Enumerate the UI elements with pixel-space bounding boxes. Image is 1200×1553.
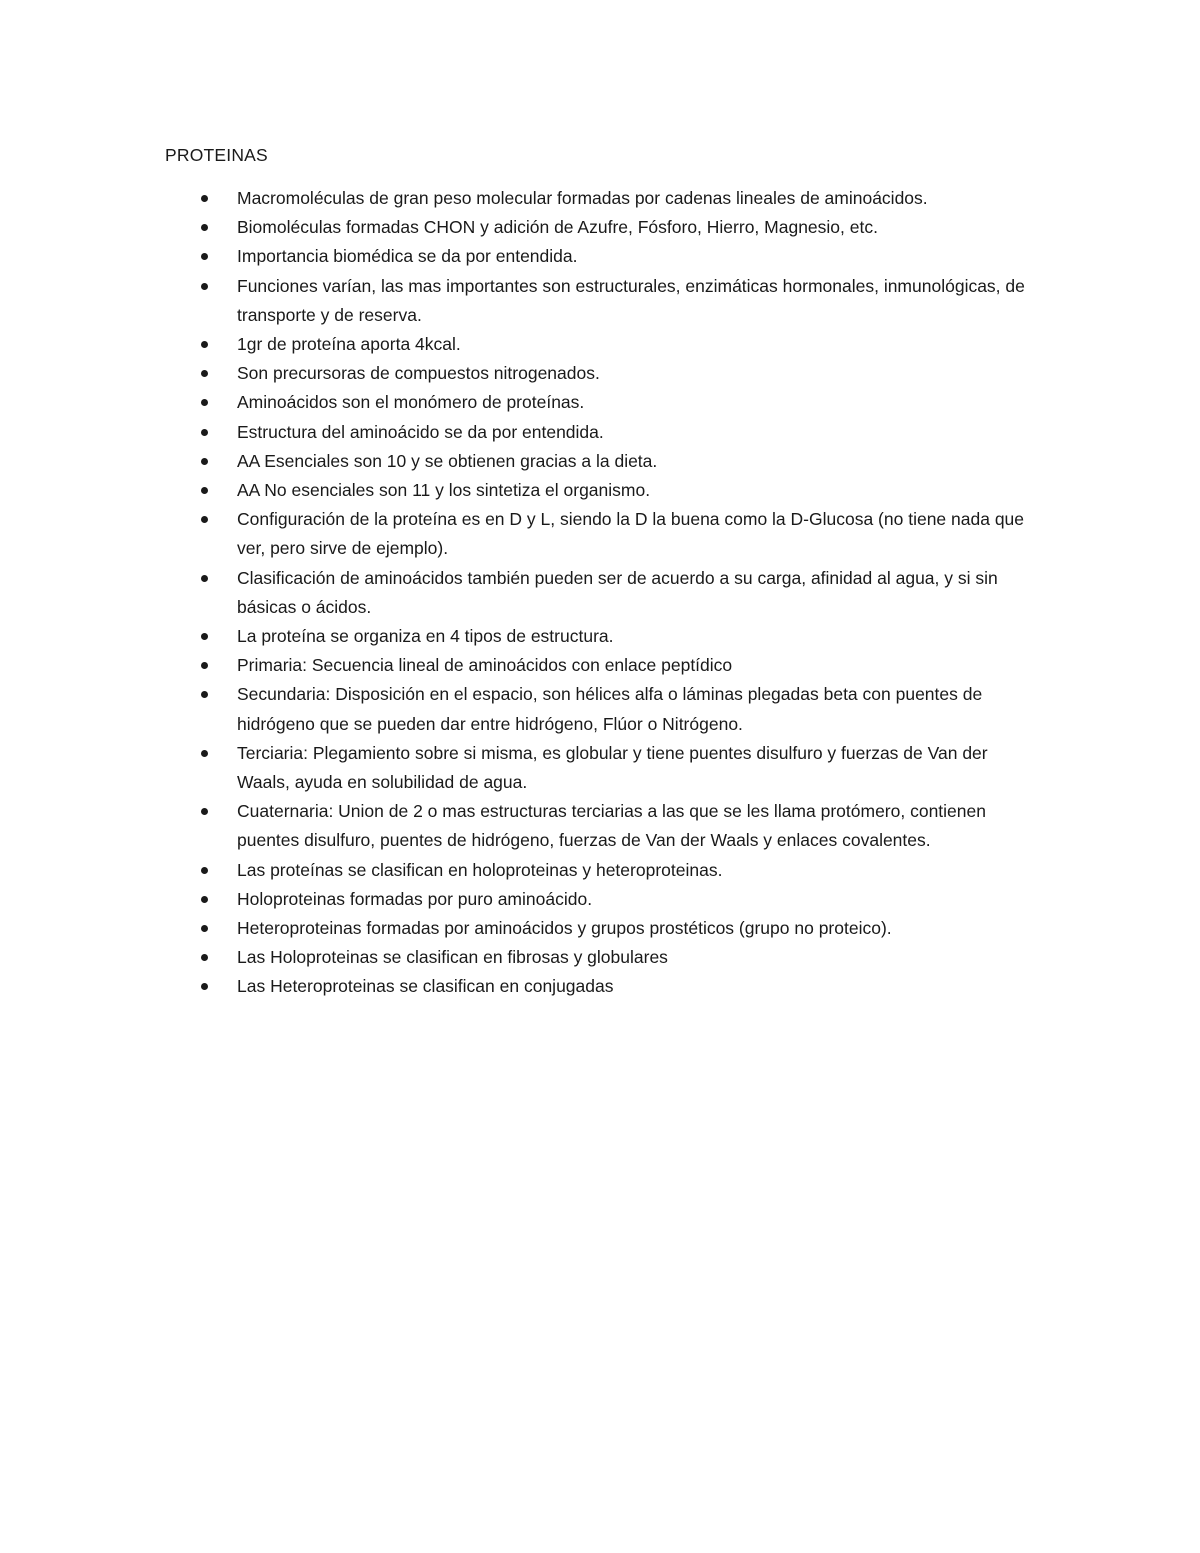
bullet-icon <box>201 283 208 290</box>
list-item <box>200 242 1040 271</box>
bullet-icon <box>201 662 208 669</box>
list-item <box>200 184 1040 213</box>
bullet-icon <box>201 195 208 202</box>
list-item-text: 1gr de proteína aporta 4kcal. <box>237 334 461 355</box>
list-item <box>200 856 1040 885</box>
list-item-text: Las Heteroproteinas se clasifican en conjugadas <box>237 976 614 997</box>
list-item <box>200 359 1040 388</box>
bullet-icon <box>201 370 208 377</box>
list-item-text: Biomoléculas formadas CHON y adición de Azufre, Fósforo, Hierro, Magnesio, etc. <box>237 217 878 238</box>
list-item-text: Primaria: Secuencia lineal de aminoácidos con enlace peptídico <box>237 655 733 676</box>
list-item-text: Aminoácidos son el monómero de proteínas. <box>237 392 585 413</box>
list-item-text: Las Holoproteinas se clasifican en fibrosas y globulares <box>237 947 668 968</box>
bullet-icon <box>201 458 208 465</box>
bullet-list <box>200 184 1040 1002</box>
bullet-icon <box>201 575 208 582</box>
list-item-text: Clasificación de aminoácidos también pueden ser de acuerdo a su carga, afinidad al agua, y si sin básicas o ácidos. <box>237 567 998 617</box>
bullet-icon <box>201 691 208 698</box>
list-item-text: Las proteínas se clasifican en holoproteinas y heteroproteinas. <box>237 859 723 880</box>
list-item-text: Importancia biomédica se da por entendida. <box>237 246 578 267</box>
list-item-text: Son precursoras de compuestos nitrogenados. <box>237 363 600 384</box>
list-item-text: La proteína se organiza en 4 tipos de estructura. <box>237 626 614 647</box>
list-item-text: Cuaternaria: Union de 2 o mas estructuras terciarias a las que se les llama protómero, contienen puentes disulfuro, puentes de hidrógeno, fuerzas de Van der Waals y enlaces covalentes. <box>237 801 986 851</box>
bullet-icon <box>201 516 208 523</box>
list-item <box>200 739 1040 797</box>
list-item <box>200 388 1040 417</box>
list-item-text: AA Esenciales son 10 y se obtienen gracias a la dieta. <box>237 450 658 471</box>
bullet-icon <box>201 750 208 757</box>
list-item <box>200 680 1040 738</box>
list-item-text: Heteroproteinas formadas por aminoácidos y grupos prostéticos (grupo no proteico). <box>237 918 892 939</box>
list-item-text: AA No esenciales son 11 y los sintetiza el organismo. <box>237 480 651 501</box>
list-item <box>200 447 1040 476</box>
bullet-icon <box>201 633 208 640</box>
list-item-text: Holoproteinas formadas por puro aminoácido. <box>237 888 593 909</box>
bullet-icon <box>201 253 208 260</box>
bullet-icon <box>201 925 208 932</box>
list-item-text: Macromoléculas de gran peso molecular formadas por cadenas lineales de aminoácidos. <box>237 188 928 208</box>
list-item <box>200 505 1040 563</box>
list-item <box>200 418 1040 447</box>
list-item-text: Funciones varían, las mas importantes son estructurales, enzimáticas hormonales, inmunológicas, de transporte y de reserva. <box>237 275 1025 325</box>
list-item <box>200 972 1040 1001</box>
list-item <box>200 943 1040 972</box>
bullet-icon <box>201 399 208 406</box>
bullet-icon <box>201 224 208 231</box>
list-item <box>200 564 1040 622</box>
bullet-icon <box>201 867 208 874</box>
bullet-icon <box>201 808 208 815</box>
list-item <box>200 213 1040 242</box>
list-item-text: Estructura del aminoácido se da por entendida. <box>237 421 604 442</box>
list-item <box>200 476 1040 505</box>
list-item <box>200 797 1040 855</box>
bullet-icon <box>201 487 208 494</box>
list-item <box>200 651 1040 680</box>
bullet-icon <box>201 896 208 903</box>
document-title: PROTEINAS <box>165 145 268 165</box>
list-item <box>200 330 1040 359</box>
list-item <box>200 914 1040 943</box>
list-item-text: Configuración de la proteína es en D y L, siendo la D la buena como la D-Glucosa (no tiene nada que ver, pero sirve de ejemplo). <box>237 509 1025 559</box>
list-item <box>200 885 1040 914</box>
list-item <box>200 272 1040 330</box>
bullet-icon <box>201 341 208 348</box>
list-item-text: Secundaria: Disposición en el espacio, son hélices alfa o láminas plegadas beta con puentes de hidrógeno que se pueden dar entre hidrógeno, Flúor o Nitrógeno. <box>237 684 983 734</box>
list-item <box>200 622 1040 651</box>
bullet-icon <box>201 983 208 990</box>
list-item-text: Terciaria: Plegamiento sobre si misma, es globular y tiene puentes disulfuro y fuerzas de Van der Waals, ayuda en solubilidad de agua. <box>237 742 988 793</box>
bullet-icon <box>201 954 208 961</box>
bullet-icon <box>201 429 208 436</box>
